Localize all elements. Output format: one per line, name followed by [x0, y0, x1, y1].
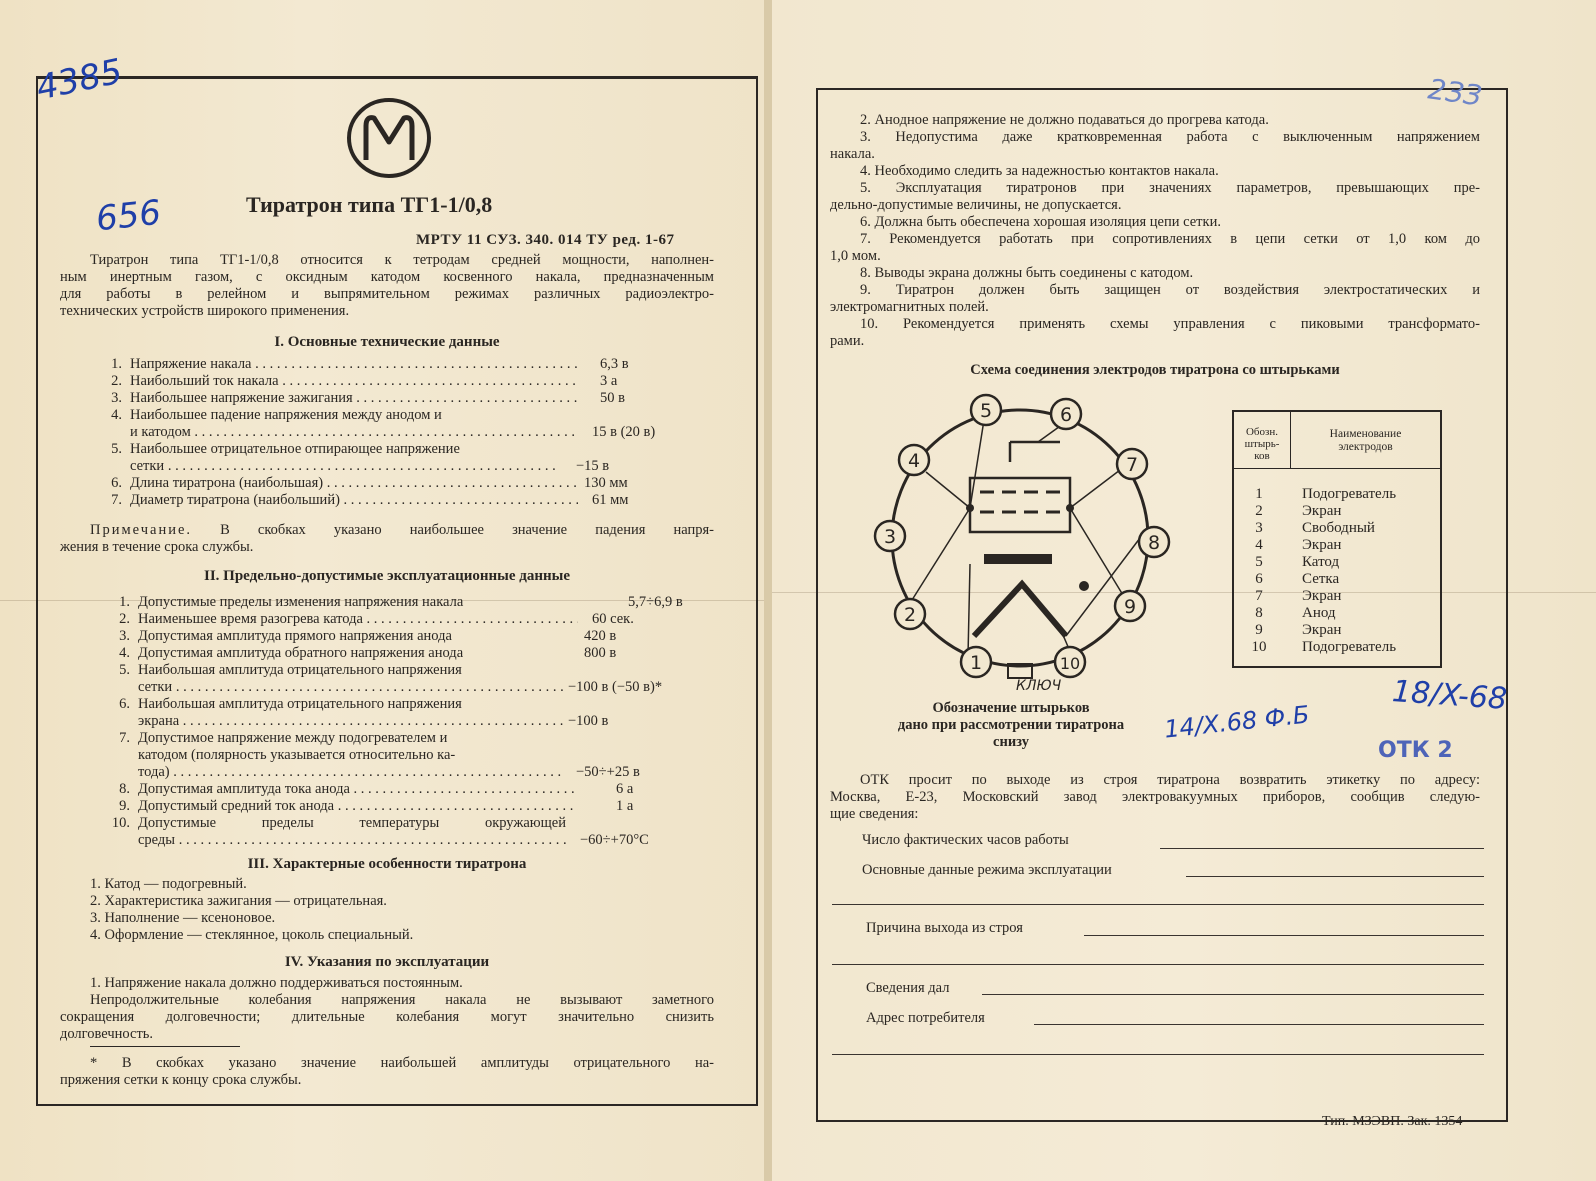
- item-value: 3 а: [600, 373, 618, 389]
- field-reason-input-line2[interactable]: [832, 964, 1484, 965]
- item-text-cont: тода) . . .: [138, 764, 566, 781]
- item-value: 61 мм: [592, 492, 629, 508]
- pin-number: 4: [1255, 537, 1263, 553]
- item-number: 6.: [111, 475, 122, 491]
- item-number: 3.: [111, 390, 122, 406]
- instruction-line: дельно-допустимые величины, не допускается.: [830, 197, 1122, 213]
- item-text-cont: экрана . . .: [138, 713, 566, 730]
- pin-label: 10: [1059, 654, 1081, 673]
- item-text-cont: среды . . .: [138, 832, 578, 849]
- pin-diagram: [860, 388, 1180, 698]
- caption-line: дано при рассмотрении тиратрона: [897, 717, 1125, 733]
- handwritten-top-right: 2ЗЗ: [1425, 72, 1484, 113]
- item-value: 5,7÷6,9 в: [628, 594, 683, 610]
- pin-number: 8: [1255, 605, 1263, 621]
- otk-stamp: ОТК 2: [1378, 738, 1453, 763]
- pin-number: 6: [1255, 571, 1263, 587]
- item-text: Допустимые пределы температуры окружающей: [138, 815, 566, 831]
- electrode-name: Экран: [1302, 537, 1342, 553]
- item-text: Длина тиратрона (наибольшая) . . .: [130, 475, 578, 492]
- item-value: 1 а: [616, 798, 634, 814]
- section-3-title: III. Характерные особенности тиратрона: [247, 856, 527, 872]
- footnote-line: * В скобках указано значение наибольшей амплитуды отрицательного на-: [90, 1055, 714, 1071]
- item-value: −60÷+70°С: [580, 832, 649, 848]
- otk-line: щие сведения:: [830, 806, 919, 822]
- item-number: 2.: [119, 611, 130, 627]
- field-hours-label: Число фактических часов работы: [862, 832, 1069, 848]
- pin-number: 3: [1255, 520, 1263, 536]
- electrode-name: Экран: [1302, 503, 1342, 519]
- item-text-cont: и катодом . . .: [130, 424, 578, 441]
- item-text: Допустимая амплитуда тока анода . . .: [138, 781, 578, 798]
- instruction-line: 6. Должна быть обеспечена хорошая изоляция цепи сетки.: [860, 214, 1221, 230]
- instruction-line: 2. Анодное напряжение не должно подаваться до прогрева катода.: [860, 112, 1269, 128]
- otk-line: ОТК просит по выходе из строя тиратрона возвратить этикетку по адресу:: [860, 772, 1480, 788]
- instruction-line: 10. Рекомендуется применять схемы управления с пиковыми трансформато-: [860, 316, 1480, 332]
- instruction-line: 9. Тиратрон должен быть защищен от воздействия электростатических и: [860, 282, 1480, 298]
- pin-label: 4: [907, 450, 921, 472]
- section-3-list: [90, 876, 413, 944]
- item-number: 10.: [111, 815, 130, 831]
- item-text: Наибольшее напряжение зажигания . . .: [130, 390, 578, 407]
- item-text: Наибольшая амплитуда отрицательного напряжения: [138, 662, 462, 678]
- handwritten-date-1: 14/X.68 Ф.Б: [1162, 700, 1311, 744]
- instruction-line: электромагнитных полей.: [830, 299, 989, 315]
- item-value: 15 в (20 в): [592, 424, 656, 440]
- item-text: Допустимые пределы изменения напряжения накала: [138, 594, 464, 610]
- caption-line: Обозначение штырьков: [932, 700, 1090, 716]
- pin-number: 5: [1255, 554, 1263, 570]
- pin-number: 1: [1255, 486, 1263, 502]
- instruction-line: 5. Эксплуатация тиратронов при значениях параметров, превышающих пре-: [860, 180, 1480, 196]
- printer-imprint: Тип. МЗЭВП. Зак. 1354: [1322, 1114, 1463, 1129]
- electrode-name: Подогреватель: [1302, 639, 1397, 655]
- handwritten-date-2: 18/X-68: [1390, 674, 1509, 717]
- handwritten-code-mid: 656: [94, 192, 163, 240]
- header-line: Наименование: [1329, 428, 1402, 440]
- header-line: ков: [1254, 450, 1270, 462]
- header-line: Обозн.: [1245, 426, 1279, 438]
- field-given-label: Сведения дал: [866, 980, 950, 996]
- section-4-title: IV. Указания по эксплуатации: [284, 954, 490, 970]
- item-number: 5.: [119, 662, 130, 678]
- field-address-label: Адрес потребителя: [866, 1010, 985, 1026]
- section-1-title: I. Основные технические данные: [274, 334, 500, 350]
- intro-line: ным инертным газом, с оксидным катодом косвенного накала, предназначенным: [60, 269, 714, 285]
- footnote-rule: [90, 1046, 240, 1047]
- section-1-note: [60, 522, 714, 556]
- header-line: штырь-: [1244, 438, 1280, 450]
- note-text: жения в течение срока службы.: [60, 539, 254, 555]
- item-text: Допустимый средний ток анода . . .: [138, 798, 578, 815]
- footnote: [60, 1055, 714, 1089]
- handwritten-code-top: 4385: [32, 51, 126, 109]
- electrode-name: Катод: [1302, 554, 1340, 570]
- note-label: Примечание.: [90, 522, 193, 538]
- table-header-name: [1291, 412, 1440, 469]
- footnote-line: пряжения сетки к концу срока службы.: [60, 1072, 302, 1088]
- key-label: КЛЮЧ: [1016, 678, 1062, 694]
- item-number: 4.: [119, 645, 130, 661]
- instruction-line: 3. Недопустима даже кратковременная работа с выключенным напряжением: [860, 129, 1480, 145]
- item-number: 2.: [111, 373, 122, 389]
- list-item: 3. Наполнение — ксеноновое.: [90, 910, 276, 926]
- header-line: электродов: [1338, 441, 1393, 453]
- intro-paragraph: [60, 252, 714, 320]
- item-number: 9.: [119, 798, 130, 814]
- field-mode-input-line2[interactable]: [832, 904, 1484, 905]
- intro-line: для работы в релейном и выпрямительном режимах различных радиоэлектро-: [60, 286, 714, 302]
- pin-label: 5: [979, 400, 993, 422]
- instruction-line: 8. Выводы экрана должны быть соединены с катодом.: [860, 265, 1194, 281]
- item-number: 7.: [111, 492, 122, 508]
- item-value: 130 мм: [584, 475, 628, 491]
- electrode-name: Подогреватель: [1302, 486, 1397, 502]
- item-text: Наибольшее падение напряжения между анодом и: [130, 407, 442, 423]
- item-text-cont: катодом (полярность указывается относительно ка-: [138, 747, 456, 763]
- field-address-input[interactable]: [1034, 1024, 1484, 1025]
- field-reason-input[interactable]: [1084, 935, 1484, 936]
- section-4-body: [60, 975, 714, 1043]
- pin-label: 2: [903, 604, 917, 626]
- item-value: 60 сек.: [592, 611, 634, 627]
- pin-label: 9: [1123, 596, 1137, 618]
- field-reason-label: Причина выхода из строя: [866, 920, 1023, 936]
- item-value: 6,3 в: [600, 356, 629, 372]
- item-value: −100 в (−50 в)*: [568, 679, 663, 695]
- instruction-line: рами.: [830, 333, 865, 349]
- item-text: Допустимая амплитуда обратного напряжения анода: [138, 645, 464, 661]
- intro-line: Тиратрон типа ТГ1-1/0,8 относится к тетродам средней мощности, наполнен-: [90, 252, 714, 268]
- otk-request: [830, 772, 1480, 823]
- instructions-list: [830, 112, 1480, 350]
- instruction-line: 7. Рекомендуется работать при сопротивлениях в цепи сетки от 1,0 ком до: [860, 231, 1480, 247]
- item-text: Напряжение накала . . .: [130, 356, 578, 373]
- item-number: 6.: [119, 696, 130, 712]
- pin-number: 2: [1255, 503, 1263, 519]
- item-text-cont: сетки . . .: [138, 679, 566, 696]
- electrode-name: Экран: [1302, 588, 1342, 604]
- page-title: Тиратрон типа ТГ1-1/0,8: [246, 192, 493, 217]
- item-number: 3.: [119, 628, 130, 644]
- item-value: 420 в: [584, 628, 617, 644]
- item-number: 8.: [119, 781, 130, 797]
- paragraph-line: Непродолжительные колебания напряжения накала не вызывают заметного: [90, 992, 714, 1008]
- item-number: 4.: [111, 407, 122, 423]
- pin-label: 6: [1059, 404, 1073, 426]
- item-text: Наименьшее время разогрева катода . . .: [138, 611, 578, 628]
- item-value: 50 в: [600, 390, 625, 406]
- electrode-name: Сетка: [1302, 571, 1340, 587]
- diagram-title: Схема соединения электродов тиратрона со штырьками: [970, 362, 1340, 378]
- item-text-cont: сетки . . .: [130, 458, 570, 475]
- paragraph-line: долговечность.: [60, 1026, 154, 1042]
- electrode-name: Анод: [1302, 605, 1336, 621]
- item-value: −50÷+25 в: [576, 764, 640, 780]
- instruction-line: 4. Необходимо следить за надежностью контактов накала.: [860, 163, 1219, 179]
- field-address-input-line2[interactable]: [832, 1054, 1484, 1055]
- m-logo-icon: [344, 96, 434, 180]
- caption-line: снизу: [993, 734, 1029, 750]
- pin-number: 10: [1251, 639, 1267, 655]
- pin-number: 7: [1255, 588, 1263, 604]
- list-item: 4. Оформление — стеклянное, цоколь специальный.: [90, 927, 414, 943]
- section-2-title: II. Предельно-допустимые эксплуатационные данные: [203, 568, 570, 584]
- field-hours-input[interactable]: [1160, 848, 1484, 849]
- item-text: Наибольший ток накала . . .: [130, 373, 578, 390]
- instruction-line: накала.: [830, 146, 875, 162]
- item-number: 1.: [111, 356, 122, 372]
- standard-ref: МРТУ 11 СУЗ. 340. 014 ТУ ред. 1-67: [416, 232, 675, 248]
- table-header-pin: [1234, 412, 1291, 469]
- item-value: −15 в: [576, 458, 610, 474]
- note-text: В скобках указано наибольшее значение падения напря-: [220, 522, 714, 538]
- pin-label: 7: [1125, 454, 1139, 476]
- pin-label: 8: [1147, 532, 1161, 554]
- item-text: Наибольшая амплитуда отрицательного напряжения: [138, 696, 462, 712]
- field-mode-input[interactable]: [1186, 876, 1484, 877]
- intro-line: технических устройств широкого применения.: [60, 303, 350, 319]
- list-item: 1. Катод — подогревный.: [90, 876, 247, 892]
- item-number: 7.: [119, 730, 130, 746]
- item-text: Наибольшее отрицательное отпирающее напряжение: [130, 441, 460, 457]
- electrode-name: Свободный: [1302, 520, 1375, 536]
- item-text: Диаметр тиратрона (наибольший) . . .: [130, 492, 578, 509]
- electrode-name: Экран: [1302, 622, 1342, 638]
- item-value: 6 а: [616, 781, 634, 797]
- instruction-line: 1,0 мом.: [830, 248, 881, 264]
- paragraph: 1. Напряжение накала должно поддерживаться постоянным.: [90, 975, 463, 991]
- paragraph-line: сокращения долговечности; длительные колебания могут значительно снизить: [60, 1009, 714, 1025]
- item-number: 1.: [119, 594, 130, 610]
- list-item: 2. Характеристика зажигания — отрицательная.: [90, 893, 387, 909]
- pin-label: 3: [883, 526, 897, 548]
- pin-label: 1: [969, 652, 983, 674]
- item-value: 800 в: [584, 645, 617, 661]
- electrode-table: [1232, 410, 1442, 668]
- left-page: [0, 0, 768, 1181]
- item-number: 5.: [111, 441, 122, 457]
- item-value: −100 в: [568, 713, 609, 729]
- field-mode-label: Основные данные режима эксплуатации: [862, 862, 1112, 878]
- pin-number: 9: [1255, 622, 1263, 638]
- item-text: Допустимое напряжение между подогревателем и: [138, 730, 448, 746]
- field-given-input[interactable]: [982, 994, 1484, 995]
- diagram-caption: [866, 700, 1156, 751]
- otk-line: Москва, Е-23, Московский завод электровакуумных приборов, сообщив следую-: [830, 789, 1480, 805]
- item-text: Допустимая амплитуда прямого напряжения анода: [138, 628, 452, 644]
